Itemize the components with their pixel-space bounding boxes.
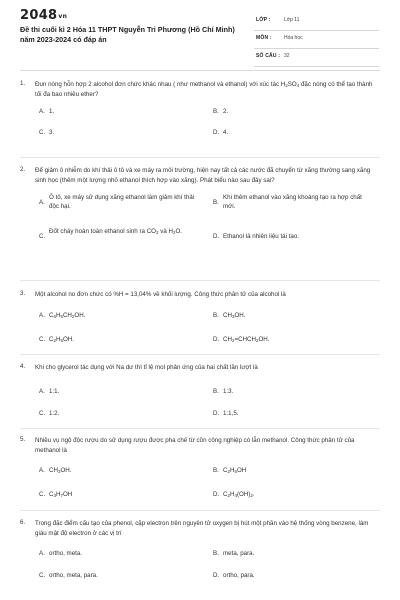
option-text: $C_2H_4(OH)_2$.	[223, 491, 255, 498]
question-separator	[20, 510, 380, 511]
option-d[interactable]	[213, 490, 373, 499]
question-text: Khi cho glycerol tác dụng với Na dư thì tỉ lệ mol phản ứng của hai chất lần lượt là	[35, 364, 258, 371]
question-3	[20, 290, 380, 345]
option-a[interactable]	[39, 193, 199, 211]
question-number: 4.	[20, 363, 26, 370]
option-c[interactable]	[39, 128, 199, 137]
option-text: $C_2H_5OH$	[223, 467, 247, 474]
answer-options	[39, 549, 380, 583]
option-a[interactable]	[39, 387, 199, 396]
option-c[interactable]	[39, 490, 199, 499]
option-text: ortho, meta, para.	[49, 572, 98, 579]
question-text: Nhiều vụ ngộ độc rượu do sử dụng rượu được pha chế từ cồn công nghiệp có lẫn methanol. Công thức phân tử của methanol là	[35, 437, 355, 454]
question-separator	[20, 157, 380, 158]
meta-row-class	[254, 13, 379, 31]
meta-row-count	[254, 49, 379, 67]
option-a[interactable]	[39, 549, 199, 558]
answer-options	[39, 193, 380, 257]
option-label: A.	[39, 311, 45, 319]
question-number: 2.	[20, 166, 26, 173]
question-separator	[20, 428, 380, 429]
option-text: 1.	[49, 108, 55, 115]
option-d[interactable]	[213, 232, 373, 241]
option-a[interactable]	[39, 466, 199, 475]
option-label: D.	[213, 409, 220, 417]
question-2	[20, 166, 380, 257]
option-c[interactable]	[39, 227, 199, 240]
answer-options	[39, 387, 380, 421]
exam-meta	[254, 13, 379, 67]
site-logo[interactable]	[20, 8, 67, 23]
option-c[interactable]	[39, 571, 199, 580]
option-label: D.	[213, 129, 220, 136]
logo-suffix: vn	[58, 13, 68, 20]
option-text: ortho, para.	[223, 572, 255, 579]
option-text: $C_2H_5OH$.	[49, 335, 74, 343]
option-text: ortho, meta.	[49, 550, 83, 557]
option-text: meta, para.	[223, 550, 255, 557]
meta-value: 32	[284, 53, 290, 59]
answer-options	[39, 107, 380, 137]
exam-title: Đề thi cuối kì 2 Hóa 11 THPT Nguyễn Tri Phương (Hồ Chí Minh) năm 2023-2024 có đáp án	[20, 25, 235, 44]
option-label: C.	[39, 572, 46, 579]
option-b[interactable]	[213, 466, 373, 475]
option-text: 1:3.	[223, 387, 234, 395]
option-label: C.	[39, 233, 46, 240]
option-text: $C_6H_5CH_2OH$.	[49, 311, 86, 319]
option-label: B.	[213, 550, 219, 557]
question-text: Trong đặc điểm cấu tạo của phenol, cặp electron trên nguyên tử oxygen bị hút một phần vào hệ thống vòng benzene, làm giàu mật độ electron ở các vị trí	[35, 520, 369, 537]
option-text: 4.	[223, 129, 229, 136]
option-text: Ethanol là nhiên liệu tái tạo.	[223, 233, 300, 240]
option-label: B.	[213, 108, 219, 115]
meta-label: SỐ CÂU :	[256, 53, 281, 59]
option-b[interactable]	[213, 193, 373, 211]
option-text: 3.	[49, 129, 55, 136]
option-label: A.	[39, 550, 45, 557]
option-b[interactable]	[213, 107, 373, 116]
option-label: C.	[39, 409, 46, 417]
option-label: B.	[213, 387, 219, 395]
question-number: 6.	[20, 519, 26, 526]
option-text: 1:2.	[49, 409, 60, 417]
option-label: B.	[213, 311, 219, 319]
option-text: $CH_2=CHCH_2OH$.	[223, 335, 270, 343]
option-b[interactable]	[213, 387, 373, 396]
question-text: Đun nóng hỗn hợp 2 alcohol đơn chức khác nhau ( như methanol và ethanol) với xúc tác $H_2SO_4$ đặc nóng có thể tạo thành tối đa bao nhiêu ether?	[35, 81, 373, 98]
option-label: B.	[213, 199, 219, 206]
question-number: 3.	[20, 290, 26, 297]
option-text: Ô tô, xe máy sử dụng xăng ethanol làm giảm khí thải độc hại.	[49, 194, 195, 210]
option-label: C.	[39, 491, 46, 498]
question-number: 5.	[20, 436, 26, 443]
option-a[interactable]	[39, 311, 199, 320]
question-text: Một alcohol no đơn chức có %H = 13,04% về khối lượng. Công thức phân tử của alcohol là	[35, 291, 286, 298]
option-b[interactable]	[213, 549, 373, 558]
option-label: A.	[39, 387, 45, 395]
meta-label: MÔN :	[256, 35, 272, 41]
option-text: 2.	[223, 108, 229, 115]
question-6	[20, 519, 380, 583]
meta-value: Lớp 11	[284, 17, 300, 23]
option-label: D.	[213, 335, 220, 343]
option-label: A.	[39, 108, 45, 115]
meta-value: Hóa học	[284, 35, 303, 41]
option-text: $C_3H_7OH$	[49, 491, 73, 498]
answer-options	[39, 466, 380, 500]
question-text: Để giảm ô nhiễm do khí thải ô tô và xe máy ra môi trường, hiện nay tất cả các nước đã chuyển từ xăng thường sang xăng sinh học (thêm một lượng nhỏ ethanol thích hợp vào xăng). Phát biểu nào sau đây sai?	[35, 167, 371, 184]
option-text: $CH_3OH$.	[223, 311, 246, 319]
question-number: 1.	[20, 80, 26, 87]
option-text: 1:1,5.	[223, 409, 239, 417]
question-1	[20, 80, 380, 137]
option-label: B.	[213, 467, 219, 474]
option-c[interactable]	[39, 409, 199, 418]
option-c[interactable]	[39, 335, 199, 344]
page-header	[0, 0, 400, 60]
option-label: C.	[39, 129, 46, 136]
option-text: $CH_3OH$.	[49, 467, 72, 474]
option-d[interactable]	[213, 571, 373, 580]
option-d[interactable]	[213, 335, 373, 344]
option-label: C.	[39, 335, 46, 343]
option-text: Đốt cháy hoàn toàn ethanol sinh ra $CO_2$ và $H_2O$.	[49, 228, 183, 235]
header-divider	[20, 70, 380, 71]
option-a[interactable]	[39, 107, 199, 116]
option-b[interactable]	[213, 311, 373, 320]
option-text: 1:1.	[49, 387, 60, 395]
meta-row-subject	[254, 31, 379, 49]
question-4	[20, 363, 380, 421]
option-text: Khi thêm ethanol vào xăng khoáng tạo ra hợp chất mới.	[223, 194, 362, 210]
option-d[interactable]	[213, 128, 373, 137]
option-label: A.	[39, 467, 45, 474]
question-separator	[20, 280, 380, 281]
logo-text: 2048	[20, 8, 58, 23]
meta-label: LỚP :	[256, 17, 271, 23]
question-5	[20, 436, 380, 500]
option-label: A.	[39, 199, 45, 206]
option-label: D.	[213, 491, 220, 498]
option-label: D.	[213, 233, 220, 240]
option-d[interactable]	[213, 409, 373, 418]
answer-options	[39, 311, 380, 345]
option-label: D.	[213, 572, 220, 579]
question-separator	[20, 354, 380, 355]
